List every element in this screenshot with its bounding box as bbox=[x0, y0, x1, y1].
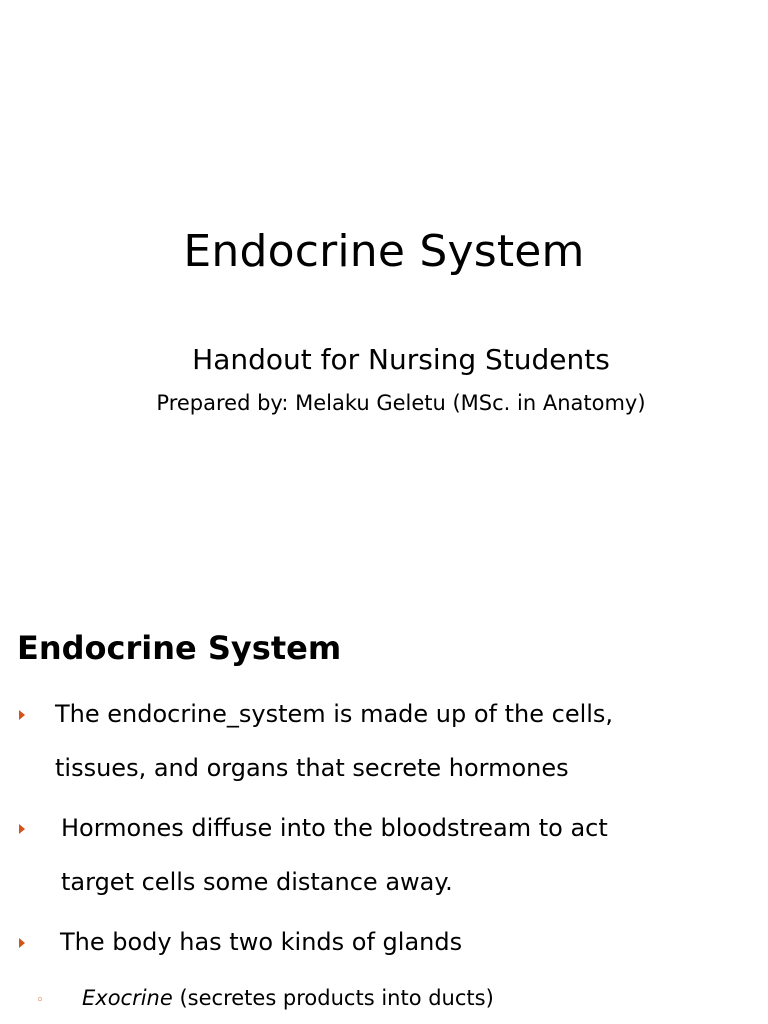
bullet-line: The endocrine_system is made up of the cells, bbox=[55, 700, 614, 728]
triangle-bullet-icon bbox=[19, 824, 25, 834]
sub-bullet-text bbox=[82, 981, 494, 1015]
bullet-line: tissues, and organs that secrete hormones bbox=[55, 754, 569, 782]
bullet-text bbox=[60, 915, 462, 969]
bullet-line: target cells some distance away. bbox=[61, 868, 453, 896]
document-title: Endocrine System bbox=[183, 226, 585, 277]
triangle-bullet-icon bbox=[19, 938, 25, 948]
gland-type-term: Exocrine bbox=[82, 986, 173, 1010]
bullet-line: Hormones diffuse into the bloodstream to act bbox=[61, 814, 608, 842]
bullet-text bbox=[61, 801, 608, 909]
triangle-bullet-icon bbox=[19, 710, 25, 720]
gland-type-description: (secretes products into ducts) bbox=[172, 986, 494, 1010]
content-slide bbox=[0, 560, 768, 1024]
bullet-text bbox=[55, 687, 613, 795]
document-subtitle: Handout for Nursing Students bbox=[192, 343, 610, 376]
author-credit: Prepared by: Melaku Geletu (MSc. in Anatomy) bbox=[156, 391, 646, 415]
circle-bullet-icon: ◦ bbox=[36, 993, 44, 1008]
bullet-line: The body has two kinds of glands bbox=[60, 928, 463, 956]
section-heading: Endocrine System bbox=[17, 629, 342, 667]
